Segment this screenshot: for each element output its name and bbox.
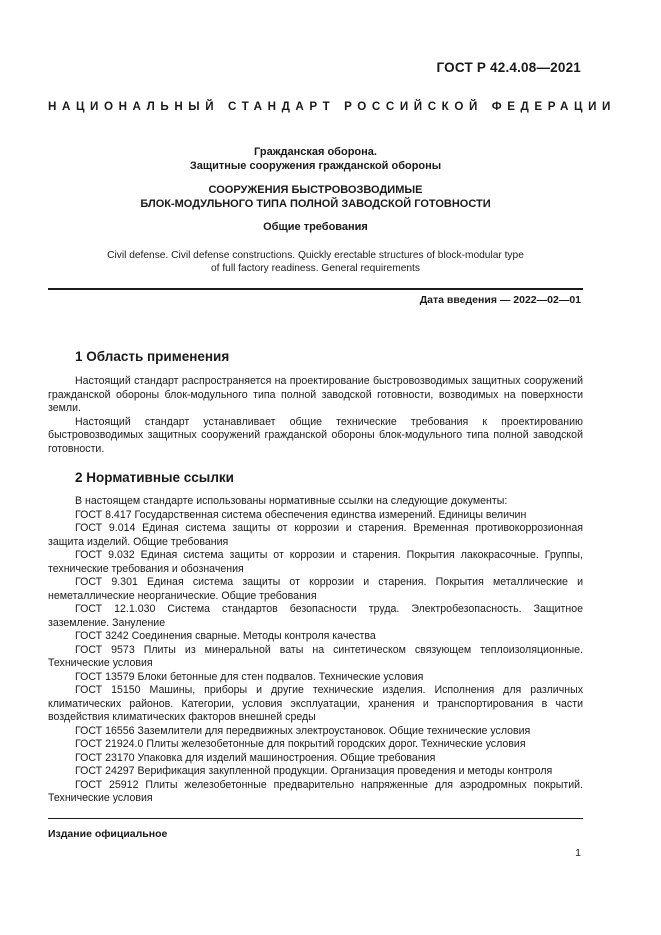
- reference-item: ГОСТ 16556 Заземлители для передвижных электроустановок. Общие технические условия: [75, 724, 531, 737]
- section-1-body: [48, 375, 583, 456]
- header-divider: [48, 288, 583, 290]
- section-1-paragraph-2: Настоящий стандарт устанавливает общие технические требования к проектированию быстровозводимых защитных сооружений гражданской обороны блок-модульного типа полной заводской готовности.: [48, 415, 583, 455]
- reference-item: ГОСТ 9573 Плиты из минеральной ваты на синтетическом связующем теплоизоляционные. Технические условия: [48, 643, 583, 669]
- main-title-line-2: БЛОК-МОДУЛЬНОГО ТИПА ПОЛНОЙ ЗАВОДСКОЙ ГОТОВНОСТИ: [140, 198, 491, 210]
- page-number: 1: [575, 847, 581, 859]
- reference-item: ГОСТ 21924.0 Плиты железобетонные для покрытий городских дорог. Технические условия: [75, 738, 526, 750]
- reference-item: ГОСТ 25912 Плиты железобетонные предварительно напряженные для аэродромных покрытий. Технические условия: [48, 778, 583, 804]
- document-code: ГОСТ Р 42.4.08—2021: [436, 60, 581, 75]
- section-2-body: [48, 495, 583, 806]
- reference-item: ГОСТ 3242 Соединения сварные. Методы контроля качества: [75, 630, 376, 642]
- reference-item: ГОСТ 8.417 Государственная система обеспечения единства измерений. Единицы величин: [75, 508, 527, 521]
- introduction-date: Дата введения — 2022—02—01: [419, 294, 581, 306]
- reference-item: ГОСТ 13579 Блоки бетонные для стен подвалов. Технические условия: [75, 670, 424, 683]
- english-title-line-2: of full factory readiness. General requirements: [211, 263, 420, 274]
- edition-label: Издание официальное: [48, 828, 168, 840]
- reference-item: ГОСТ 12.1.030 Система стандартов безопасности труда. Электробезопасность. Защитное заземление. Зануление: [48, 603, 583, 629]
- title-group-line-1: Гражданская оборона.: [254, 146, 377, 158]
- section-1-paragraph-1: Настоящий стандарт распространяется на проектирование быстровозводимых защитных сооружений гражданской обороны блок-модульного типа полной заводской готовности, возводимых на поверхности земли.: [48, 375, 583, 414]
- subtitle: Общие требования: [263, 221, 368, 233]
- reference-item: ГОСТ 15150 Машины, приборы и другие технические изделия. Исполнения для различных климатических районов. Категории, условия эксплуатации, хранения и транспортирования в части воздействия климатических факторов внешней среды: [48, 684, 583, 723]
- section-1-heading: 1 Область применения: [75, 349, 230, 364]
- reference-item: ГОСТ 9.014 Единая система защиты от коррозии и старения. Временная противокоррозионная защита изделий. Общие требования: [48, 522, 583, 548]
- main-title-line-1: СООРУЖЕНИЯ БЫСТРОВОЗВОДИМЫЕ: [208, 184, 423, 196]
- footer-divider: [48, 818, 583, 819]
- national-standard-banner: НАЦИОНАЛЬНЫЙ СТАНДАРТ РОССИЙСКОЙ ФЕДЕРАЦИИ: [48, 100, 616, 113]
- english-title: [48, 249, 583, 275]
- reference-item: ГОСТ 9.032 Единая система защиты от коррозии и старения. Покрытия лакокрасочные. Группы, технические требования и обозначения: [48, 549, 583, 575]
- main-title: [48, 183, 583, 211]
- reference-item: ГОСТ 23170 Упаковка для изделий машиностроения. Общие требования: [75, 751, 436, 764]
- section-2-heading: 2 Нормативные ссылки: [75, 470, 234, 485]
- reference-item: ГОСТ 24297 Верификация закупленной продукции. Организация проведения и методы контроля: [75, 765, 553, 777]
- reference-item: ГОСТ 9.301 Единая система защиты от коррозии и старения. Покрытия металлические и неметаллические неорганические. Общие требования: [48, 576, 583, 602]
- title-group-line-2: Защитные сооружения гражданской обороны: [189, 160, 442, 172]
- section-2-intro: В настоящем стандарте использованы нормативные ссылки на следующие документы:: [75, 495, 508, 507]
- english-title-line-1: Civil defense. Civil defense constructions. Quickly erectable structures of block-modular type: [107, 250, 524, 261]
- title-group: [48, 145, 583, 173]
